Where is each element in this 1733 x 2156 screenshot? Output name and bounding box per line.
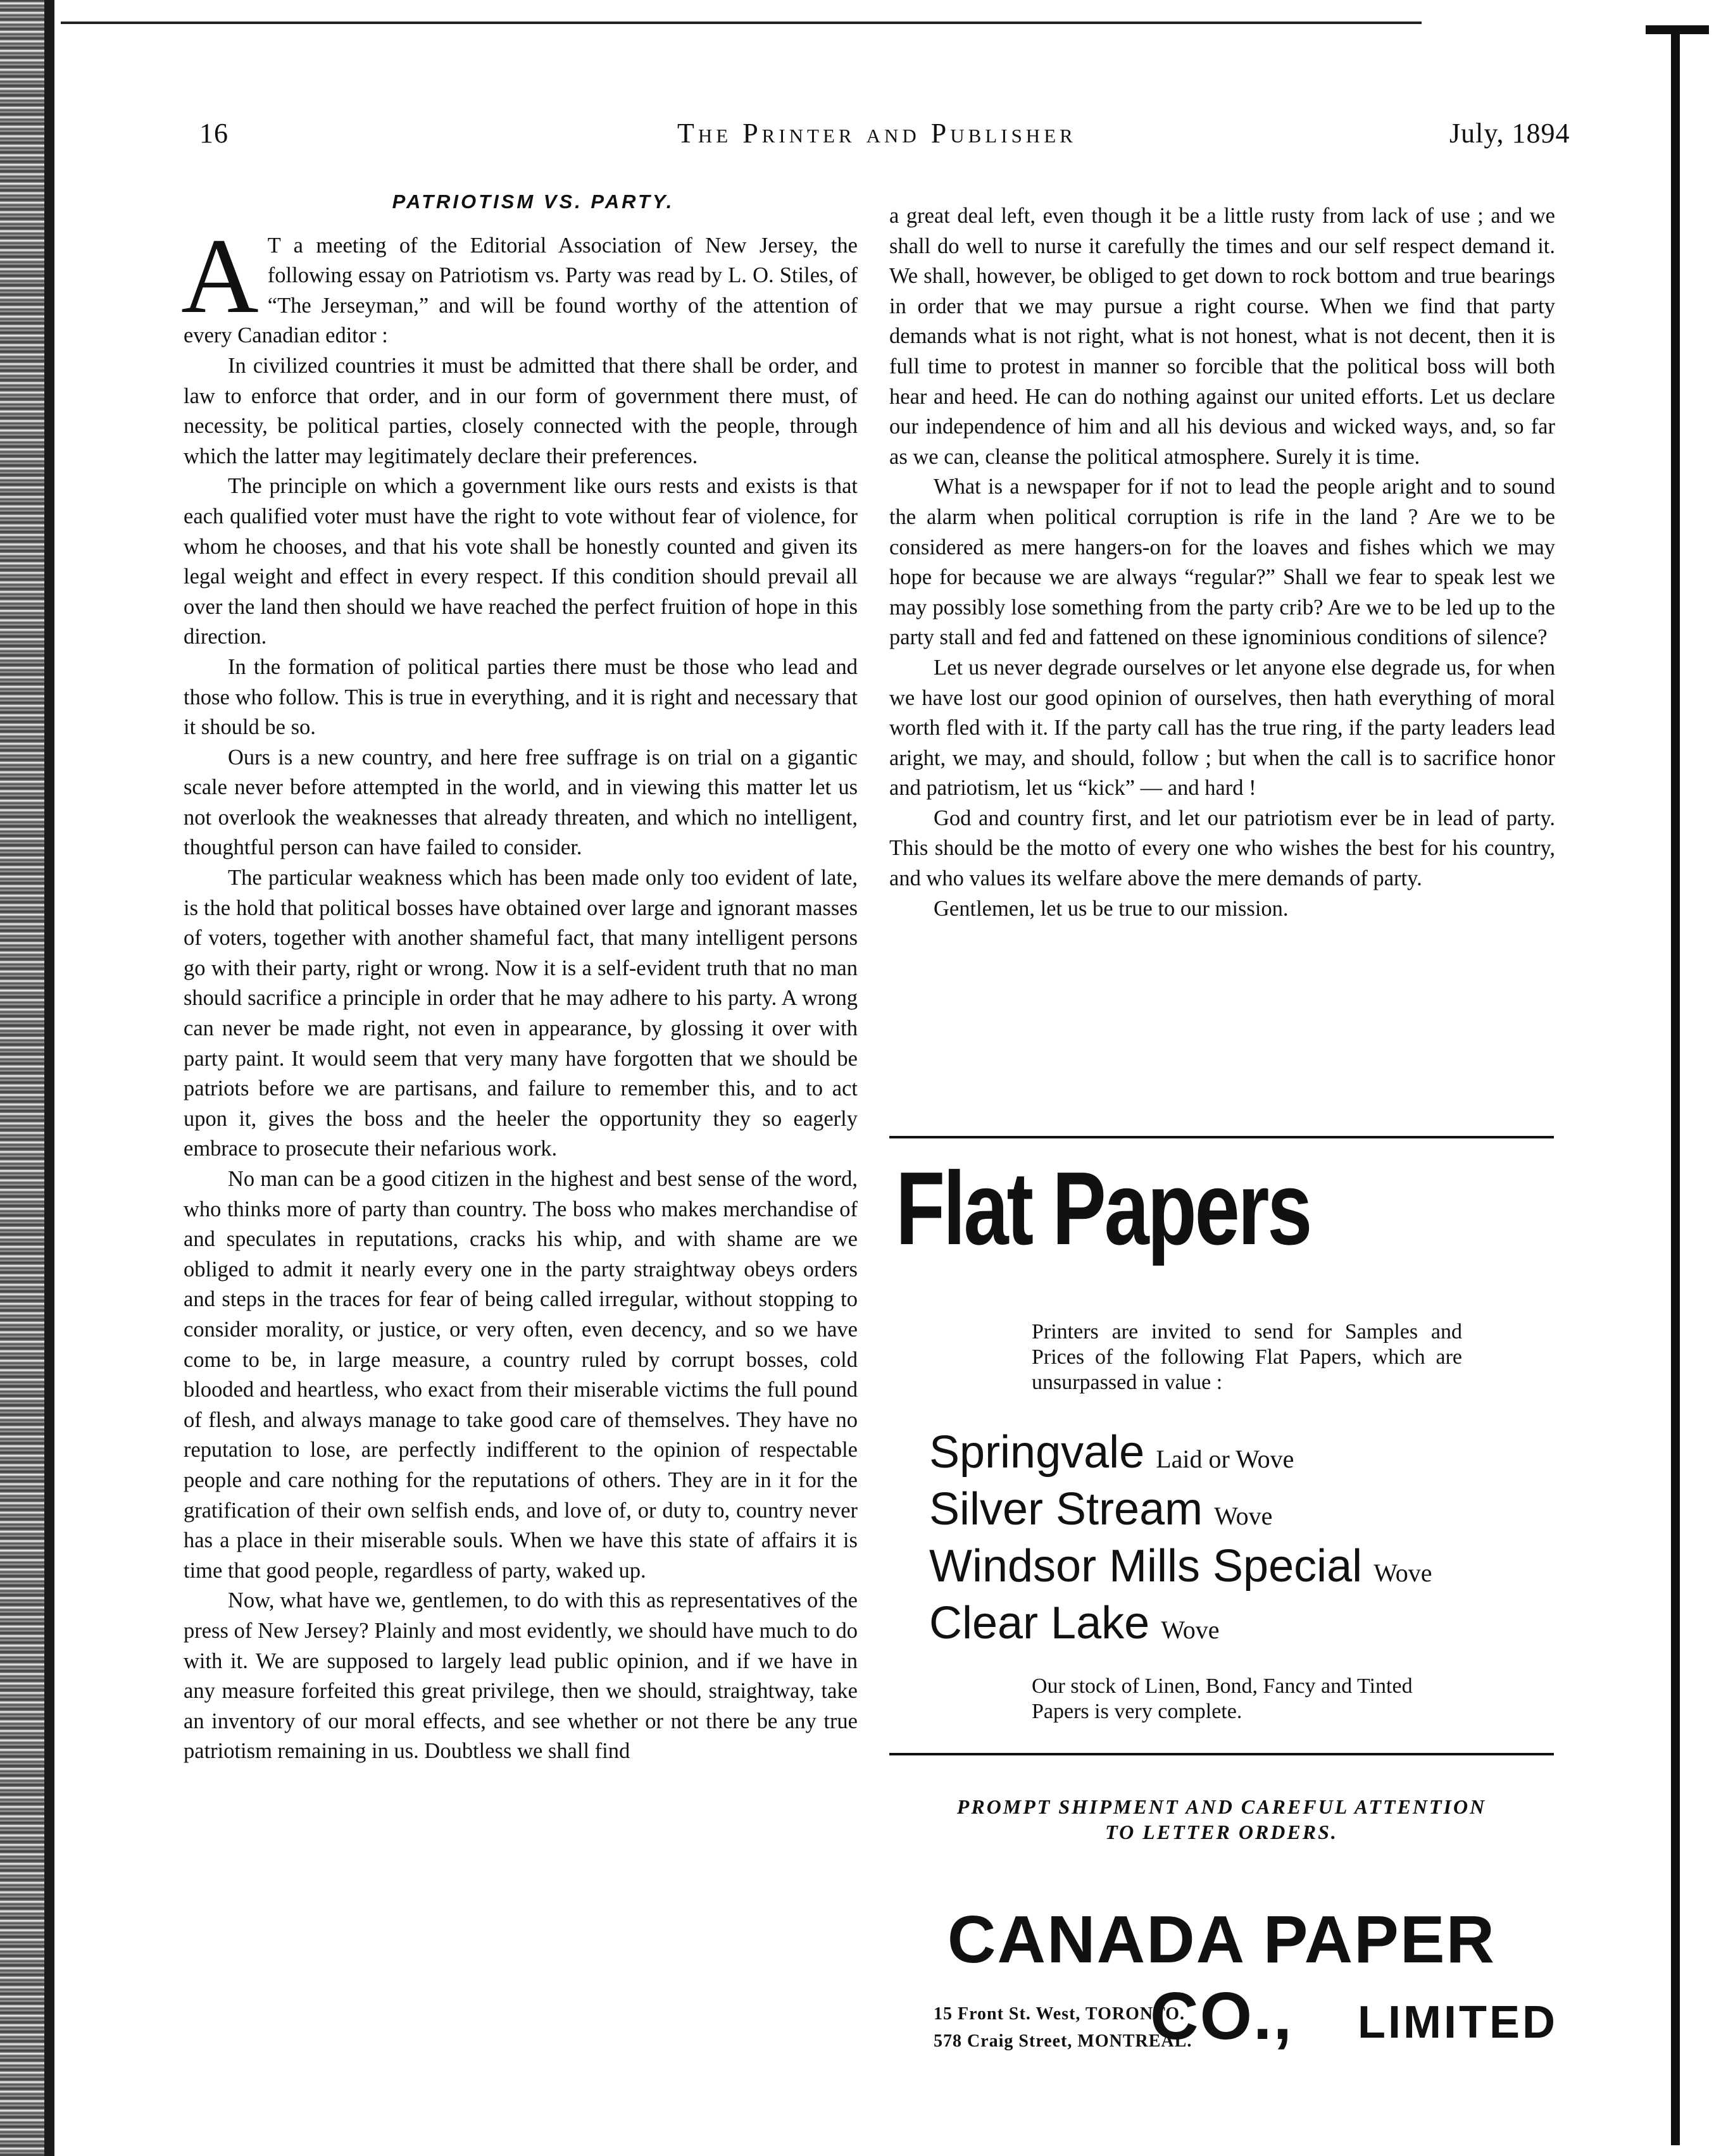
- scan-edge-right: [1671, 25, 1680, 2145]
- paper-brand-name: Silver Stream: [929, 1484, 1203, 1535]
- article-paragraph: What is a newspaper for if not to lead the people aright and to sound the alarm when political corruption is rife in the land ? Are we to be considered as mere hangers-on for the loaves and fishes which we may hope for because we are always “regular?” Shall we fear to speak lest we may possibly lose something from the party crib? Are we to be led up to the party stall and fed and fattened on these ignominious conditions of silence?: [889, 475, 1555, 650]
- article-paragraph: No man can be a good citizen in the highest and best sense of the word, who thinks more of party than country. The boss who makes merchandise of and speculates in reputations, cracks his whip, and with shame are we obliged to admit it nearly every one in the party straightway obeys orders and steps in the traces for fear of being called irregular, without stopping to consider morality, or justice, or very often, even decency, and so we have come to be, in large measure, a country ruled by corrupt bosses, cold blooded and heartless, who exact from their miserable victims the full pound of flesh, and always manage to take good care of themselves. They have no reputation to lose, are perfectly indifferent to the opinion of respectable people and care nothing for the reputations of others. They are in it for the gratification of their own selfish ends, and love of, or duty to, country never has a place in their miserable souls. When we have this state of affairs it is time that good people, regardless of party, waked up.: [184, 1167, 858, 1583]
- scan-edge-left-border: [44, 0, 54, 2156]
- paper-brand-kind: Wove: [1161, 1616, 1220, 1644]
- ad-top-rule: [889, 1136, 1554, 1138]
- article-paragraph: The principle on which a government like ours rests and exists is that each qualified voter must have the right to vote without fear of violence, for whom he chooses, and that his vote shall be honestly counted and given its legal weight and effect in every respect. If this condition should prevail all over the land then should we have reached the perfect fruition of hope in this direction.: [184, 474, 858, 649]
- ad-intro: Printers are invited to send for Samples and Prices of the following Flat Papers, which are unsurpassed in value :: [1032, 1320, 1462, 1394]
- article-paragraph: In civilized countries it must be admitted that there shall be order, and law to enforce that order, and in our form of government there must, of necessity, be political parties, closely connected with the people, through which the latter may legitimately declare their preferences.: [184, 353, 858, 468]
- article-paragraph: Now, what have we, gentlemen, to do with this as representatives of the press of New Jersey? Plainly and most evidently, we should have much to do with it. We are supposed to largely lead public opinion, and if we have in any measure forfeited this great privilege, then we should, straightway, take an inventory of our moral effects, and see whether or not there be any true patriotism remaining in us. Doubtless we shall find: [184, 1588, 858, 1764]
- drop-cap: A: [181, 216, 259, 335]
- scan-edge-left: [0, 0, 44, 2156]
- article-paragraph: God and country first, and let our patriotism ever be in lead of party. This should be the motto of every one who wishes the best for his country, and who values its welfare above the mere demands of party.: [889, 806, 1555, 891]
- ad-title: Flat Papers: [896, 1150, 1311, 1266]
- paper-brand-name: Windsor Mills Special: [929, 1541, 1363, 1592]
- shipment-line-2: TO LETTER ORDERS.: [1105, 1821, 1338, 1843]
- stock-note: Our stock of Linen, Bond, Fancy and Tinted Papers is very complete.: [1032, 1674, 1413, 1723]
- article-paragraph: The particular weakness which has been made only too evident of late, is the hold that political bosses have obtained over large and ignorant masses of voters, together with another shameful fact, that many intelligent persons go with their party, right or wrong. Now it is a self-evident truth that no man should sacrifice a principle in order that he may adhere to his party. A wrong can never be made right, not even in appearance, by glossing it over with party paint. It would seem that very many have forgotten that we should be patriots before we are partisans, and failure to remember this, and to act upon it, gives the boss and the heeler the opportunity they so eagerly embrace to prosecute their nefarious work.: [184, 866, 858, 1161]
- company-limited: LIMITED: [1358, 1997, 1558, 2048]
- article-paragraph: Let us never degrade ourselves or let anyone else degrade us, for when we have lost our good opinion of ourselves, then hath everything of moral worth fled with it. If the party call has the true ring, if the party leaders lead aright, we may, and should, follow ; but when the call is to sacrifice honor and patriotism, let us “kick” — and hard !: [889, 655, 1555, 801]
- article-paragraph: a great deal left, even though it be a little rusty from lack of use ; and we shall do well to nurse it carefully the times and our self respect demand it. We shall, however, be obliged to get down to rock bottom and true bearings in order that we may pursue a right course. When we find that party demands what is not right, what is not honest, what is not decent, then it is full time to protest in manner so forcible that the political boss will both hear and heed. He can do nothing against our united efforts. Let us declare our independence of him and all his devious and wicked ways, and, so far as we can, cleanse the political atmosphere. Surely it is time.: [889, 204, 1555, 469]
- page-number: 16: [199, 118, 228, 149]
- scan-top-rule: [61, 22, 1422, 24]
- article-right-column: [889, 201, 1555, 924]
- article-title: PATRIOTISM VS. PARTY.: [392, 190, 675, 213]
- paper-brand-kind: Wove: [1373, 1559, 1432, 1587]
- issue-date: July, 1894: [1449, 118, 1570, 149]
- paper-brand: [929, 1541, 1432, 1598]
- article-left-column: [181, 187, 858, 1767]
- ad-middle-rule: [889, 1753, 1554, 1755]
- paper-brand-name: Springvale: [929, 1427, 1145, 1478]
- publication-title: The Printer and Publisher: [677, 118, 1077, 149]
- article-intro: [181, 216, 858, 351]
- paper-brand-kind: Laid or Wove: [1156, 1445, 1294, 1473]
- article-paragraph: Gentlemen, let us be true to our mission.: [934, 896, 1289, 921]
- article-intro-text: T a meeting of the Editorial Association of New Jersey, the following essay on Patriotism vs. Party was read by L. O. Stiles, of “The Jerseyman,” and will be found worthy of the attention of every Canadian editor :: [184, 233, 858, 348]
- shipment-note: [889, 1794, 1554, 1845]
- article-paragraph: In the formation of political parties there must be those who lead and those who follow. This is true in everything, and it is right and necessary that it should be so.: [184, 654, 858, 740]
- address-montreal: 578 Craig Street, MONTREAL.: [934, 2031, 1192, 2051]
- shipment-line-1: PROMPT SHIPMENT AND CAREFUL ATTENTION: [956, 1795, 1487, 1818]
- company-name: CANADA PAPER CO.,: [947, 1902, 1496, 2053]
- article-paragraph: Ours is a new country, and here free suffrage is on trial on a gigantic scale never before attempted in the world, and in viewing this matter let us not overlook the weaknesses that already threaten, and which no intelligent, thoughtful person can have failed to consider.: [184, 745, 858, 860]
- paper-brand: [929, 1598, 1220, 1655]
- paper-brand-name: Clear Lake: [929, 1598, 1150, 1648]
- paper-brand: [929, 1484, 1272, 1542]
- address-toronto: 15 Front St. West, TORONTO.: [934, 2004, 1186, 2024]
- paper-brand-kind: Wove: [1214, 1502, 1273, 1530]
- paper-brand: [929, 1427, 1294, 1485]
